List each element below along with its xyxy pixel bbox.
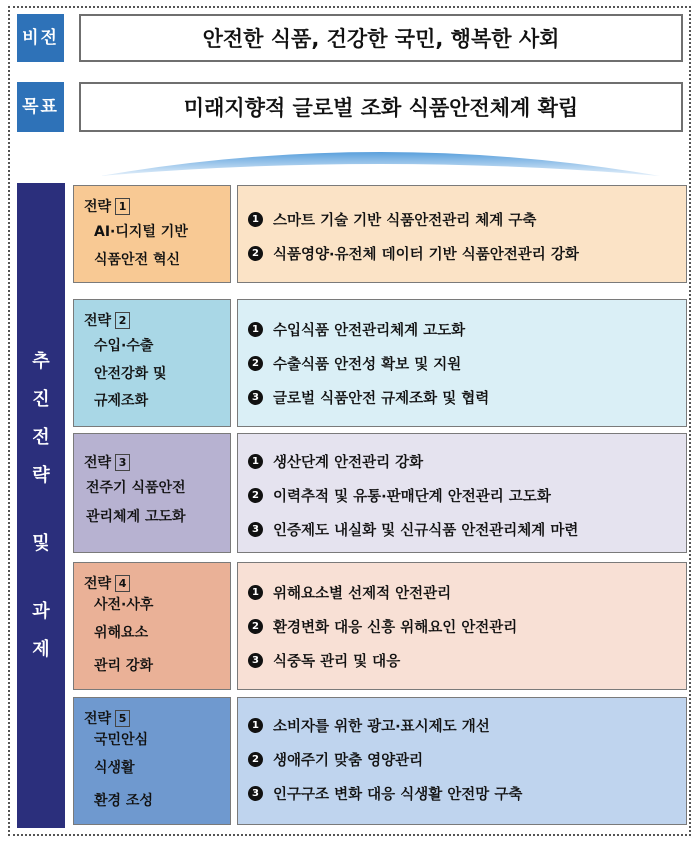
task-item: [248, 643, 678, 677]
task-number-badge: 2: [248, 246, 263, 261]
strategy-name-line: 규제조화: [94, 393, 149, 409]
strategy-box: [73, 697, 231, 825]
strategy-row-2: [73, 299, 687, 427]
goal-text: 미래지향적 글로벌 조화 식품안전체계 확립: [183, 96, 579, 120]
side-char: 추: [32, 350, 50, 372]
task-item: [248, 346, 678, 380]
task-number-badge: 2: [248, 356, 263, 371]
strategy-row-4: [73, 562, 687, 690]
task-text: 소비자를 위한 광고·표시제도 개선: [273, 718, 490, 735]
side-label: [17, 183, 65, 828]
vision-banner: [79, 14, 683, 62]
task-text: 이력추적 및 유통·판매단계 안전관리 고도화: [273, 488, 551, 505]
task-number-badge: 1: [248, 212, 263, 227]
task-item: [248, 202, 678, 236]
task-number-badge: 1: [248, 454, 263, 469]
task-item: [248, 512, 678, 546]
task-item: [248, 742, 678, 776]
task-item: [248, 575, 678, 609]
task-text: 스마트 기술 기반 식품안전관리 체계 구축: [273, 212, 537, 229]
strategy-name-line: AI·디지털 기반: [94, 224, 188, 240]
strategy-name-line: 식품안전 혁신: [94, 252, 181, 268]
side-char: 진: [32, 388, 50, 410]
task-box: [237, 433, 687, 553]
task-box: [237, 185, 687, 283]
task-item: [248, 776, 678, 810]
strategy-name-line: 관리체계 고도화: [86, 509, 186, 525]
task-item: [248, 236, 678, 270]
strategy-prefix: 전략: [84, 576, 112, 592]
task-text: 생애주기 맞춤 영양관리: [273, 752, 424, 769]
strategy-box: [73, 185, 231, 283]
task-number-badge: 3: [248, 522, 263, 537]
strategy-box: [73, 299, 231, 427]
task-text: 수출식품 안전성 확보 및 지원: [273, 356, 462, 373]
task-item: [248, 312, 678, 346]
task-text: 위해요소별 선제적 안전관리: [273, 585, 452, 602]
strategy-name-line: 위해요소: [94, 625, 149, 641]
task-number-badge: 2: [248, 488, 263, 503]
task-number-badge: 3: [248, 390, 263, 405]
task-number-badge: 3: [248, 653, 263, 668]
side-char: 및: [32, 532, 50, 554]
task-text: 수입식품 안전관리체계 고도화: [273, 322, 466, 339]
strategy-number: 2: [115, 312, 130, 329]
strategy-name-line: 수입·수출: [94, 338, 154, 354]
task-box: [237, 562, 687, 690]
task-text: 생산단계 안전관리 강화: [273, 454, 424, 471]
vision-tag: [17, 14, 64, 62]
strategy-row-3: [73, 433, 687, 553]
goal-banner: [79, 82, 683, 132]
strategy-number: 5: [115, 710, 130, 727]
strategy-number: 4: [115, 575, 130, 592]
strategy-name-line: 환경 조성: [94, 793, 153, 809]
task-text: 환경변화 대응 신흥 위해요인 안전관리: [273, 619, 518, 636]
task-text: 식품영양·유전체 데이터 기반 식품안전관리 강화: [273, 246, 579, 263]
task-number-badge: 2: [248, 752, 263, 767]
strategy-prefix: 전략: [84, 455, 112, 471]
task-box: [237, 299, 687, 427]
task-item: [248, 444, 678, 478]
strategy-prefix: 전략: [84, 199, 112, 215]
task-text: 인증제도 내실화 및 신규식품 안전관리체계 마련: [273, 522, 579, 539]
task-number-badge: 1: [248, 585, 263, 600]
strategy-box: [73, 433, 231, 553]
strategy-row-5: [73, 697, 687, 825]
strategy-name-line: 식생활: [94, 760, 135, 776]
task-item: [248, 708, 678, 742]
task-number-badge: 3: [248, 786, 263, 801]
vision-text: 안전한 식품, 건강한 국민, 행복한 사회: [202, 27, 560, 51]
vision-tag-label: 비전: [22, 28, 59, 48]
task-item: [248, 478, 678, 512]
strategy-name-line: 국민안심: [94, 732, 149, 748]
goal-tag: [17, 82, 64, 132]
side-char: 전: [32, 426, 50, 448]
task-number-badge: 1: [248, 322, 263, 337]
strategy-name-line: 전주기 식품안전: [86, 480, 186, 496]
strategy-row-1: [73, 185, 687, 283]
task-text: 글로벌 식품안전 규제조화 및 협력: [273, 390, 490, 407]
strategy-number: 3: [115, 454, 130, 471]
strategy-number: 1: [115, 198, 130, 215]
strategy-box: [73, 562, 231, 690]
strategy-prefix: 전략: [84, 313, 112, 329]
strategy-name-line: 관리 강화: [94, 658, 153, 674]
task-item: [248, 609, 678, 643]
task-box: [237, 697, 687, 825]
task-text: 식중독 관리 및 대응: [273, 653, 401, 670]
goal-tag-label: 목표: [22, 97, 59, 117]
side-char: 과: [32, 600, 50, 622]
task-number-badge: 2: [248, 619, 263, 634]
side-char: 략: [32, 464, 50, 486]
chevron-arrow-icon: [100, 138, 660, 176]
task-text: 인구구조 변화 대응 식생활 안전망 구축: [273, 786, 523, 803]
strategy-name-line: 사전·사후: [94, 597, 154, 613]
task-number-badge: 1: [248, 718, 263, 733]
strategy-name-line: 안전강화 및: [94, 366, 167, 382]
side-char: 제: [32, 638, 50, 660]
task-item: [248, 380, 678, 414]
strategy-prefix: 전략: [84, 711, 112, 727]
